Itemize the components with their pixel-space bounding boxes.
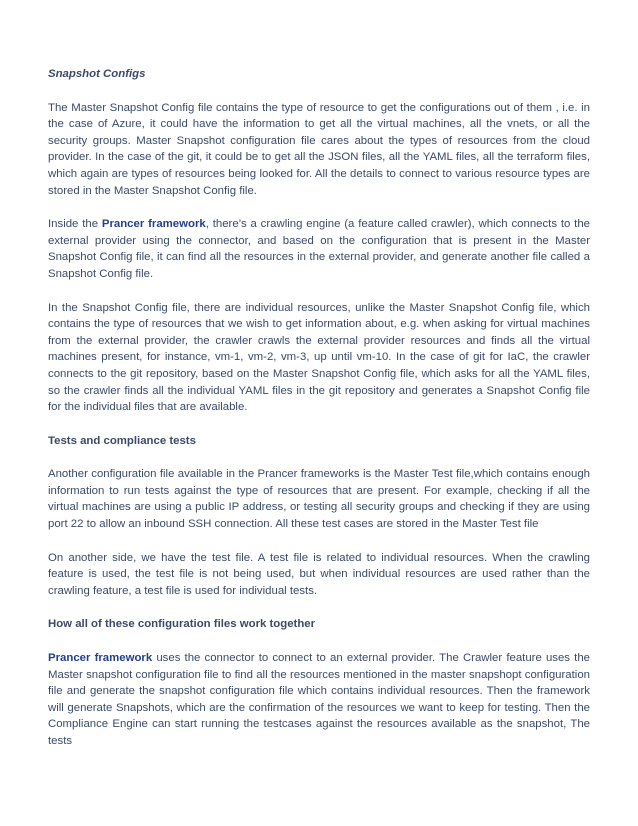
heading-snapshot-configs: Snapshot Configs bbox=[48, 68, 146, 80]
paragraph-master-snapshot-config: The Master Snapshot Config file contains the type of resource to get the configurations out of them , i.e. in the case of Azure, it could have the information to get all the virtual machines, all the vnets, or all the security groups. Master Snapshot configuration file cares about the types of resources from the cloud provider. In the case of the git, it could be to get all the JSON files, all the YAML files, all the terraform files, which again are types of resources being looked for. All the details to connect to various resource types are stored in the Master Snapshot Config file. bbox=[48, 101, 590, 197]
paragraph-snapshot-config-file: In the Snapshot Config file, there are individual resources, unlike the Master Snapshot Config file, which contains the type of resources that we wish to get information about, e.g. when asking for virtual machines from the external provider, the crawler crawls the external provider resources and finds all the virtual machines present, for instance, vm-1, vm-2, vm-3, up until vm-10. In the case of git for IaC, the crawler connects to the git repository, based on the Master Snapshot Config file, which asks for all the YAML files, so the crawler finds all the individual YAML files in the git repository and generates a Snapshot Config file for the individual files that are available. bbox=[48, 301, 590, 414]
text-segment: , there’s a crawling engine (a feature called crawler), which connects to the external provider using the connector, and based on the configuration that is present in the Master Snapshot Config file, it can find all the resources in the external provider, and generate another file called a Snapshot Config file. bbox=[48, 218, 591, 280]
document-content bbox=[48, 66, 590, 767]
text-segment: Inside the bbox=[48, 218, 102, 231]
heading-tests-compliance: Tests and compliance tests bbox=[48, 434, 196, 447]
brand-prancer-framework: Prancer framework bbox=[48, 652, 153, 665]
text-segment: uses the connector to connect to an external provider. The Crawler feature uses the Master snapshot configuration file to find all the resources mentioned in the master snapshopt configuration file and generate the snapshot configuration file which contains individual resources. Then the framework will generate Snapshots, which are the confirmation of the resources we want to keep for testing. Then the Compliance Engine can start running the testcases against the resources available as the snapshot, The tests bbox=[48, 652, 590, 747]
paragraph-crawling-engine bbox=[48, 216, 590, 282]
paragraph-master-test-file: Another configuration file available in the Prancer frameworks is the Master Test file,which contains enough information to run tests against the type of resources that are present. For example, checking if all the virtual machines are using a public IP address, or testing all security groups and checking if they are using port 22 to allow an inbound SSH connection. All these test cases are stored in the Master Test file bbox=[48, 468, 590, 531]
heading-how-files-work-together: How all of these configuration files work together bbox=[48, 618, 316, 631]
paragraph-test-file: On another side, we have the test file. A test file is related to individual resources. When the crawling feature is used, the test file is not being used, but when individual resources are used rather than the crawling feature, a test file is used for individual tests. bbox=[48, 551, 590, 597]
brand-prancer-framework: Prancer framework bbox=[101, 218, 206, 231]
paragraph-framework-flow bbox=[48, 650, 590, 750]
